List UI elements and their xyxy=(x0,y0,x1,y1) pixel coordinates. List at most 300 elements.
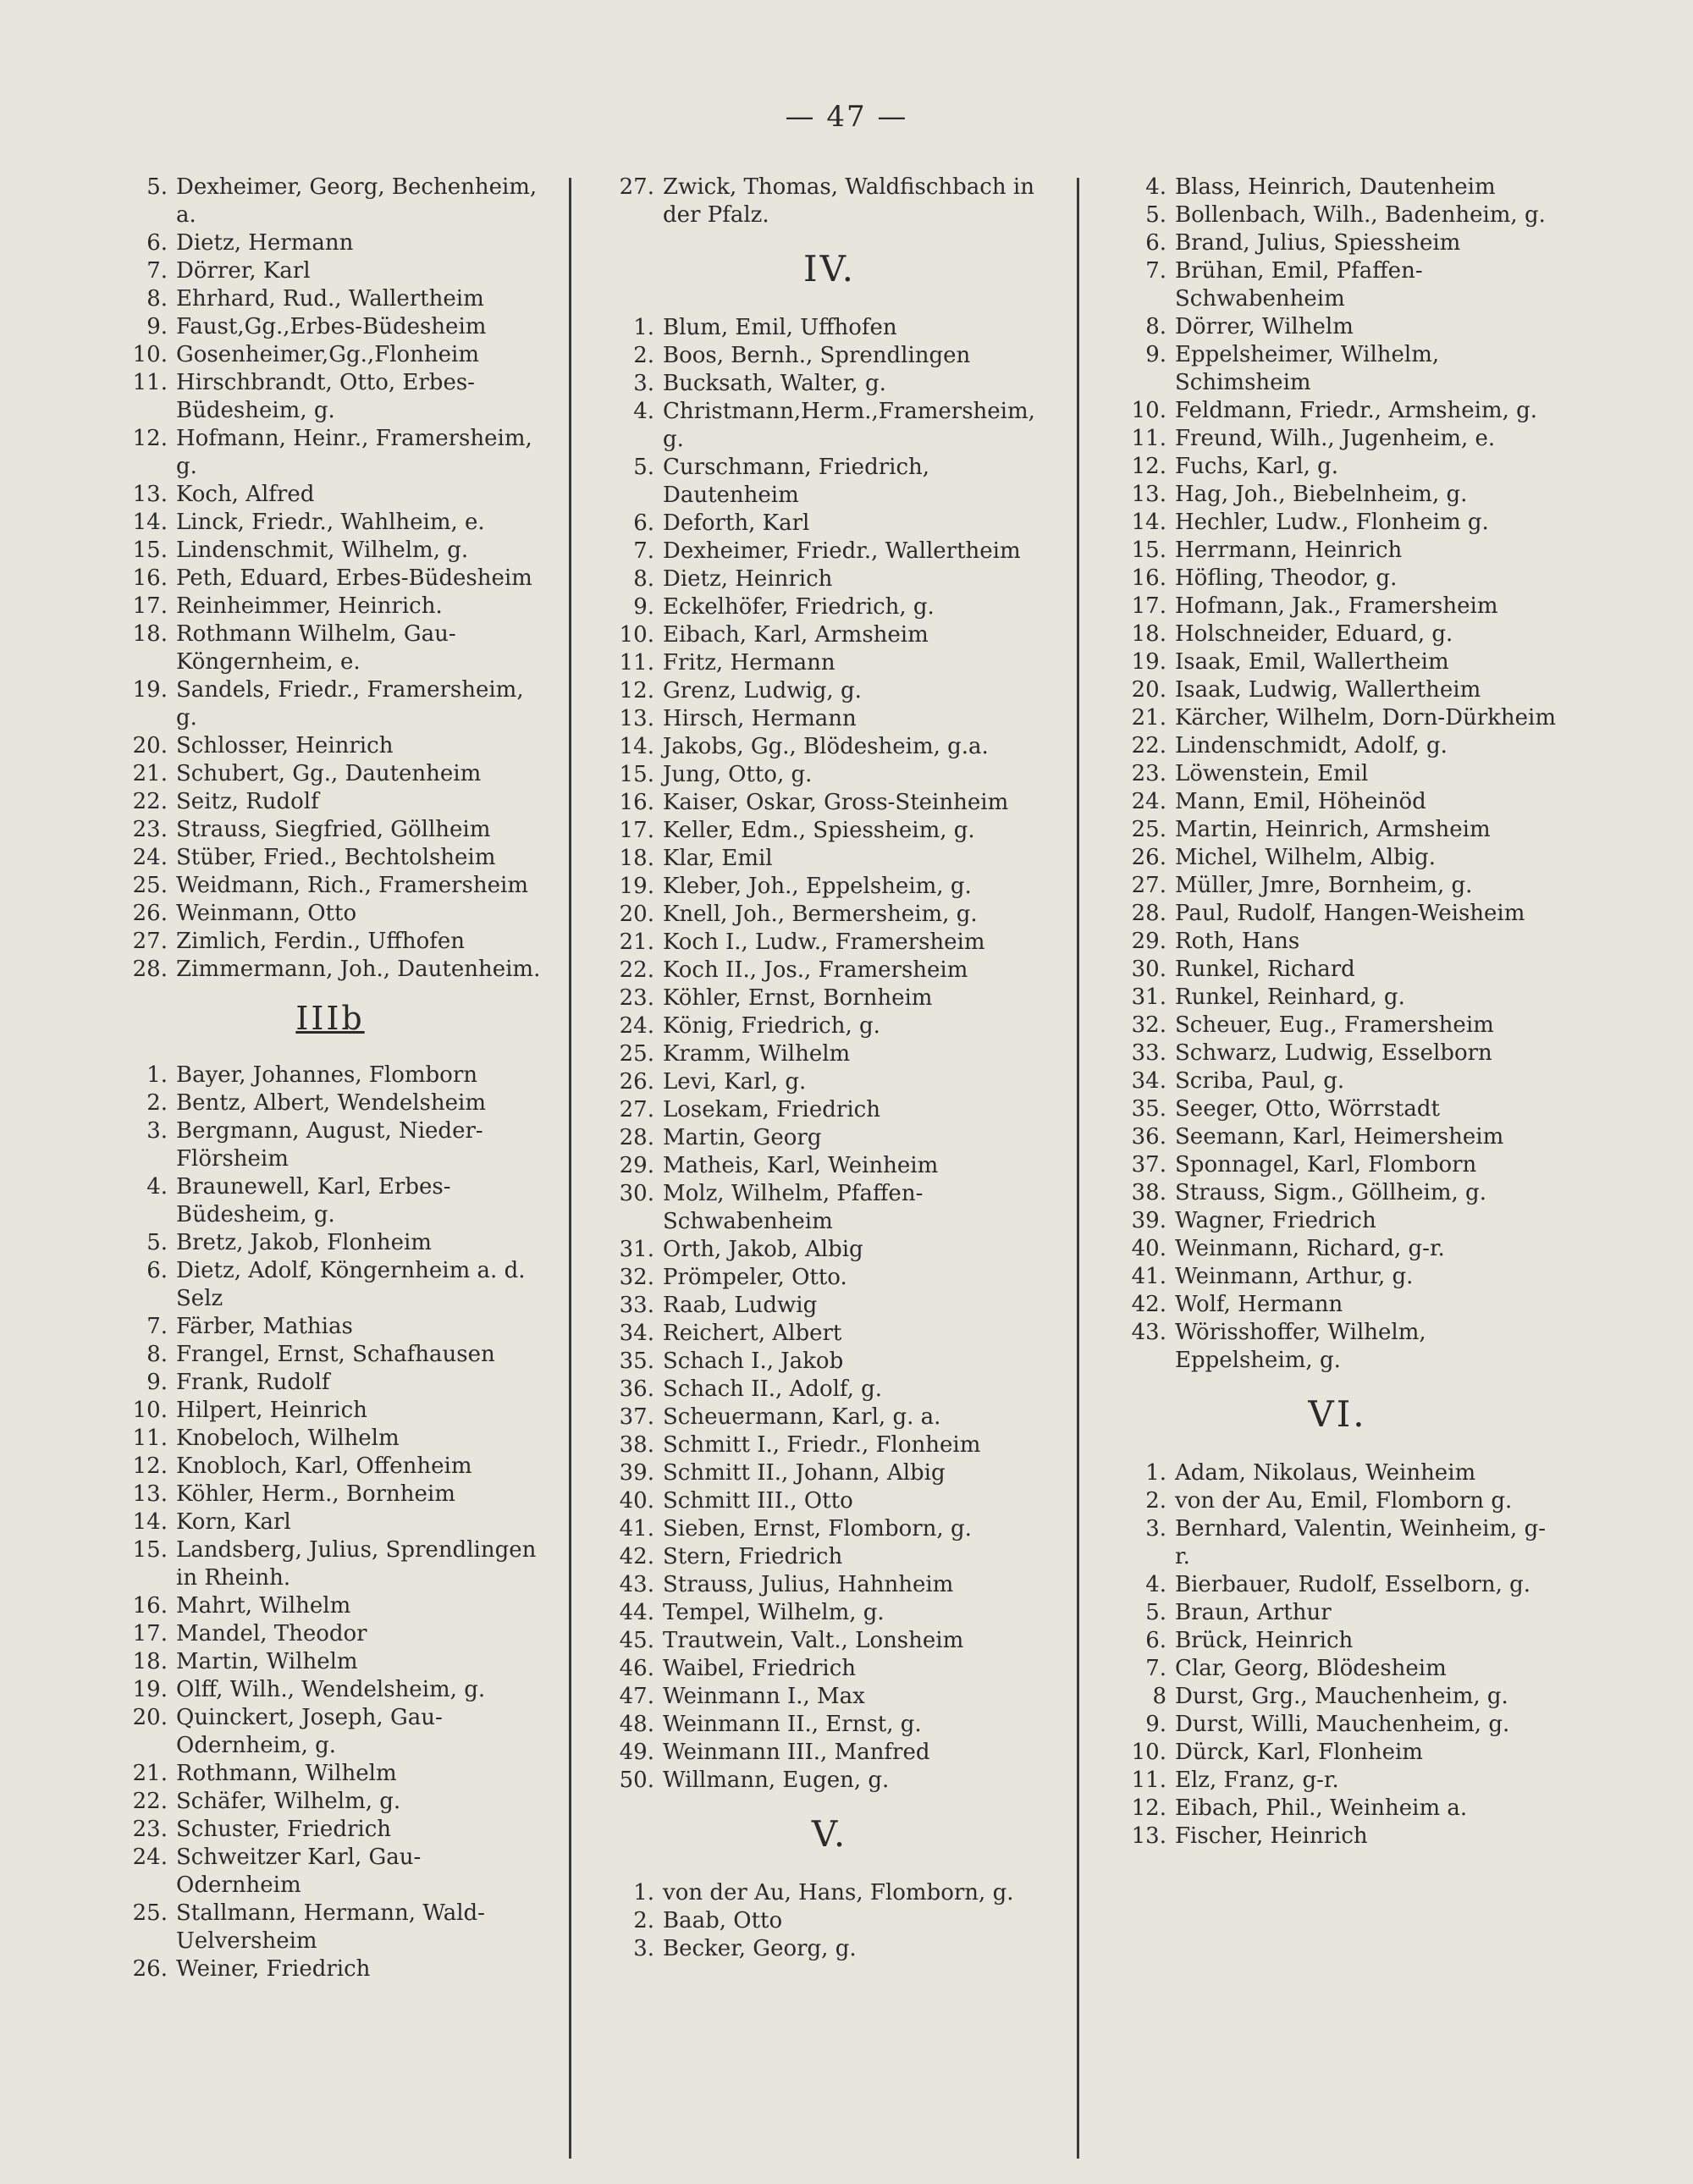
item-number: 7. xyxy=(146,1314,168,1339)
list-item xyxy=(119,1341,542,1369)
item-number: 42. xyxy=(619,1544,654,1569)
item-name: Durst, Grg., Mauchenheim, g. xyxy=(1175,1684,1508,1709)
item-number: 27. xyxy=(619,174,654,200)
item-name: Seemann, Karl, Heimersheim xyxy=(1175,1124,1504,1150)
item-name: Molz, Wilhelm, Pfaffen-Schwabenheim xyxy=(663,1181,924,1234)
item-number: 45. xyxy=(619,1628,654,1653)
item-name: Strauss, Siegfried, Göllheim xyxy=(176,817,491,842)
item-number: 42. xyxy=(1131,1292,1166,1317)
item-number: 23. xyxy=(1131,761,1166,786)
list-item xyxy=(1117,1795,1558,1823)
list-item xyxy=(1117,1319,1558,1375)
item-name: Martin, Georg xyxy=(663,1125,822,1150)
item-number: 41. xyxy=(619,1516,654,1541)
list-item xyxy=(1117,397,1558,425)
list-item xyxy=(605,1180,1054,1236)
list-item xyxy=(1117,648,1558,676)
item-name: Eibach, Phil., Weinheim a. xyxy=(1175,1795,1468,1821)
item-number: 25. xyxy=(132,1900,168,1926)
item-number: 47. xyxy=(619,1684,654,1709)
item-name: Dörrer, Karl xyxy=(176,258,311,284)
item-number: 11. xyxy=(1131,426,1166,451)
item-number: 22. xyxy=(1131,733,1166,758)
item-number: 26. xyxy=(1131,845,1166,870)
list-item xyxy=(119,1229,542,1257)
item-name: Herrmann, Heinrich xyxy=(1175,538,1403,563)
item-name: Weinmann II., Ernst, g. xyxy=(663,1712,922,1737)
list-item xyxy=(605,845,1054,873)
item-name: Scriba, Paul, g. xyxy=(1175,1068,1345,1094)
item-name: Brück, Heinrich xyxy=(1175,1628,1354,1653)
item-number: 24. xyxy=(619,1013,654,1039)
item-number: 14. xyxy=(1131,510,1166,535)
item-name: Bierbauer, Rudolf, Esselborn, g. xyxy=(1175,1572,1531,1597)
list-item xyxy=(605,1040,1054,1068)
item-number: 16. xyxy=(132,1593,168,1619)
list-item xyxy=(1117,1739,1558,1767)
item-name: Brand, Julius, Spiessheim xyxy=(1175,230,1461,256)
item-number: 33. xyxy=(1131,1040,1166,1066)
item-name: Mann, Emil, Höheinöd xyxy=(1175,789,1426,814)
item-name: Braun, Arthur xyxy=(1175,1600,1332,1625)
item-name: Weinmann, Otto xyxy=(176,901,357,926)
list-item xyxy=(1117,1767,1558,1795)
item-name: von der Au, Emil, Flomborn g. xyxy=(1175,1488,1513,1514)
list-item xyxy=(1117,984,1558,1012)
list-item xyxy=(1117,788,1558,816)
item-name: Keller, Edm., Spiessheim, g. xyxy=(663,818,975,843)
item-name: Müller, Jmre, Bornheim, g. xyxy=(1175,873,1473,898)
item-name: Stallmann, Hermann, Wald-Uelversheim xyxy=(176,1900,485,1954)
item-number: 4. xyxy=(633,399,654,424)
list-item xyxy=(119,1536,542,1592)
list-item xyxy=(1117,509,1558,537)
item-name: Tempel, Wilhelm, g. xyxy=(663,1600,885,1625)
item-name: Reinheimmer, Heinrich. xyxy=(176,593,443,619)
item-number: 38. xyxy=(1131,1180,1166,1205)
item-name: Dürck, Karl, Flonheim xyxy=(1175,1740,1423,1765)
item-number: 13. xyxy=(1131,1823,1166,1849)
item-name: Wörisshoffer, Wilhelm, Eppelsheim, g. xyxy=(1175,1320,1426,1373)
item-number: 24. xyxy=(132,845,168,870)
item-name: Köhler, Herm., Bornheim xyxy=(176,1481,455,1507)
item-number: 20. xyxy=(619,902,654,927)
list-item xyxy=(605,957,1054,984)
item-number: 17. xyxy=(619,818,654,843)
item-number: 12. xyxy=(132,426,168,451)
list-item xyxy=(605,1152,1054,1180)
item-name: Kleber, Joh., Eppelsheim, g. xyxy=(663,874,972,899)
list-item xyxy=(605,1431,1054,1459)
list-item xyxy=(1117,1123,1558,1151)
item-number: 24. xyxy=(1131,789,1166,814)
item-number: 20. xyxy=(132,1705,168,1730)
item-number: 4. xyxy=(1145,174,1166,200)
list-item xyxy=(605,1404,1054,1431)
item-name: Christmann,Herm.,Framersheim, g. xyxy=(663,399,1035,452)
list-item xyxy=(1117,872,1558,900)
item-name: Schubert, Gg., Dautenheim xyxy=(176,761,482,786)
list-item xyxy=(119,1760,542,1788)
item-number: 27. xyxy=(132,929,168,954)
list-item xyxy=(605,1543,1054,1571)
item-number: 25. xyxy=(1131,817,1166,842)
item-number: 12. xyxy=(1131,1795,1166,1821)
item-name: Martin, Wilhelm xyxy=(176,1649,358,1674)
class-heading: VI. xyxy=(1308,1393,1367,1435)
item-number: 35. xyxy=(619,1348,654,1374)
list-item xyxy=(605,510,1054,538)
list-item xyxy=(605,1935,1054,1963)
list-item xyxy=(605,761,1054,789)
item-name: Scheuer, Eug., Framersheim xyxy=(1175,1012,1494,1038)
item-name: Schwarz, Ludwig, Esselborn xyxy=(1175,1040,1492,1066)
item-number: 49. xyxy=(619,1740,654,1765)
item-number: 31. xyxy=(1131,984,1166,1010)
item-name: Löwenstein, Emil xyxy=(1175,761,1369,786)
list-item xyxy=(119,1369,542,1397)
list-item xyxy=(605,565,1054,593)
item-number: 17. xyxy=(132,593,168,619)
item-name: Dietz, Hermann xyxy=(176,230,354,256)
list-item xyxy=(605,1571,1054,1599)
item-number: 6. xyxy=(146,230,168,256)
item-number: 21. xyxy=(132,1761,168,1786)
item-number: 43. xyxy=(619,1572,654,1597)
item-name: Adam, Nikolaus, Weinheim xyxy=(1175,1460,1476,1486)
item-number: 22. xyxy=(132,789,168,814)
item-number: 19. xyxy=(1131,649,1166,675)
item-name: Zwick, Thomas, Waldfischbach in der Pfalz. xyxy=(663,174,1034,228)
item-name: Kramm, Wilhelm xyxy=(663,1041,851,1067)
list-item xyxy=(1117,453,1558,481)
list-item xyxy=(119,676,542,732)
item-number: 12. xyxy=(619,678,654,703)
item-number: 3. xyxy=(633,371,654,396)
list-item xyxy=(605,314,1054,342)
list-item xyxy=(1117,676,1558,704)
item-number: 8 xyxy=(1152,1684,1166,1709)
list-item xyxy=(605,342,1054,370)
item-number: 20. xyxy=(1131,677,1166,703)
list-item xyxy=(1117,1012,1558,1040)
item-name: Sieben, Ernst, Flomborn, g. xyxy=(663,1516,972,1541)
item-number: 14. xyxy=(132,1509,168,1535)
list-item xyxy=(1117,1291,1558,1319)
list-item xyxy=(119,1900,542,1955)
item-name: Knell, Joh., Bermersheim, g. xyxy=(663,902,978,927)
item-number: 2. xyxy=(146,1090,168,1116)
list-item xyxy=(605,1459,1054,1487)
item-name: Michel, Wilhelm, Albig. xyxy=(1175,845,1436,870)
list-item xyxy=(605,1515,1054,1543)
item-number: 11. xyxy=(619,650,654,676)
list-item xyxy=(119,1508,542,1536)
item-number: 29. xyxy=(619,1153,654,1178)
item-number: 43. xyxy=(1131,1320,1166,1345)
item-number: 24. xyxy=(132,1845,168,1870)
item-number: 2. xyxy=(633,1908,654,1933)
item-name: Hofmann, Jak., Framersheim xyxy=(1175,593,1498,619)
list-item xyxy=(1117,704,1558,732)
list-item xyxy=(119,1089,542,1117)
item-number: 13. xyxy=(132,1481,168,1507)
list-item xyxy=(1117,174,1558,201)
item-name: Hirschbrandt, Otto, Erbes-Büdesheim, g. xyxy=(176,370,475,423)
list-item xyxy=(119,844,542,872)
item-name: Bayer, Johannes, Flomborn xyxy=(176,1062,477,1088)
item-name: Grenz, Ludwig, g. xyxy=(663,678,862,703)
item-name: Bretz, Jakob, Flonheim xyxy=(176,1230,432,1255)
item-number: 26. xyxy=(132,901,168,926)
item-number: 34. xyxy=(1131,1068,1166,1094)
list-item xyxy=(1117,816,1558,844)
item-number: 41. xyxy=(1131,1264,1166,1289)
item-number: 8. xyxy=(146,1342,168,1367)
item-number: 10. xyxy=(132,342,168,367)
list-item xyxy=(1117,341,1558,397)
list-item xyxy=(119,1704,542,1760)
item-number: 11. xyxy=(1131,1768,1166,1793)
item-name: Dietz, Adolf, Köngernheim a. d. Selz xyxy=(176,1258,526,1311)
item-number: 33. xyxy=(619,1293,654,1318)
list-item xyxy=(119,1481,542,1508)
item-name: Sandels, Friedr., Framersheim, g. xyxy=(176,677,524,731)
item-number: 15. xyxy=(132,1537,168,1563)
item-name: Zimmermann, Joh., Dautenheim. xyxy=(176,957,541,982)
item-number: 13. xyxy=(619,706,654,731)
item-name: Orth, Jakob, Albig xyxy=(663,1237,863,1262)
item-name: Koch, Alfred xyxy=(176,482,315,507)
item-number: 39. xyxy=(1131,1208,1166,1233)
list-item xyxy=(605,370,1054,398)
list-item xyxy=(119,1788,542,1816)
item-number: 35. xyxy=(1131,1096,1166,1122)
list-item xyxy=(605,621,1054,649)
item-name: Stern, Friedrich xyxy=(663,1544,843,1569)
item-number: 26. xyxy=(132,1956,168,1982)
item-name: Seeger, Otto, Wörrstadt xyxy=(1175,1096,1440,1122)
list-item xyxy=(1117,481,1558,509)
item-number: 14. xyxy=(132,510,168,535)
list-item xyxy=(119,369,542,425)
list-item xyxy=(1117,257,1558,313)
item-name: Runkel, Reinhard, g. xyxy=(1175,984,1405,1010)
list-item xyxy=(605,398,1054,454)
item-name: Strauss, Sigm., Göllheim, g. xyxy=(1175,1180,1486,1205)
item-number: 28. xyxy=(1131,901,1166,926)
column-middle xyxy=(605,174,1054,1963)
item-number: 20. xyxy=(132,733,168,758)
list-item xyxy=(119,1257,542,1313)
item-name: Mahrt, Wilhelm xyxy=(176,1593,351,1619)
item-number: 27. xyxy=(1131,873,1166,898)
item-name: Weidmann, Rich., Framersheim xyxy=(176,873,528,898)
item-name: Trautwein, Valt., Lonsheim xyxy=(663,1628,964,1653)
item-name: Gosenheimer,Gg.,Flonheim xyxy=(176,342,480,367)
list-item xyxy=(605,649,1054,677)
item-name: Isaak, Emil, Wallertheim xyxy=(1175,649,1449,675)
item-number: 19. xyxy=(132,1677,168,1702)
item-name: Schuster, Friedrich xyxy=(176,1817,392,1842)
list-item xyxy=(605,1655,1054,1683)
list-item xyxy=(119,229,542,257)
list-item xyxy=(1117,1515,1558,1571)
item-number: 21. xyxy=(132,761,168,786)
item-number: 17. xyxy=(132,1621,168,1646)
item-name: Eppelsheimer, Wilhelm, Schimsheim xyxy=(1175,342,1440,395)
list-item xyxy=(119,1313,542,1341)
list-item xyxy=(119,565,542,593)
item-name: Schäfer, Wilhelm, g. xyxy=(176,1789,401,1814)
item-number: 8. xyxy=(146,286,168,312)
item-number: 1. xyxy=(1145,1460,1166,1486)
item-name: Deforth, Karl xyxy=(663,510,810,536)
item-number: 23. xyxy=(132,1817,168,1842)
list-item xyxy=(1117,620,1558,648)
list-item xyxy=(1117,229,1558,257)
list-item xyxy=(119,816,542,844)
item-number: 15. xyxy=(1131,538,1166,563)
item-name: Schmitt I., Friedr., Flonheim xyxy=(663,1432,981,1458)
item-name: Bentz, Albert, Wendelsheim xyxy=(176,1090,486,1116)
item-number: 31. xyxy=(619,1237,654,1262)
item-number: 1. xyxy=(146,1062,168,1088)
item-name: Fuchs, Karl, g. xyxy=(1175,454,1339,479)
item-number: 37. xyxy=(1131,1152,1166,1177)
item-name: Olff, Wilh., Wendelsheim, g. xyxy=(176,1677,486,1702)
list-item xyxy=(1117,1067,1558,1095)
list-item xyxy=(605,1068,1054,1096)
list-item xyxy=(605,873,1054,901)
item-name: Blass, Heinrich, Dautenheim xyxy=(1175,174,1496,200)
column-divider xyxy=(1077,178,1079,2159)
item-name: Fischer, Heinrich xyxy=(1175,1823,1368,1849)
item-name: Ehrhard, Rud., Wallertheim xyxy=(176,286,484,312)
item-name: Waibel, Friedrich xyxy=(663,1656,857,1681)
item-number: 21. xyxy=(619,929,654,955)
list-item xyxy=(605,1376,1054,1404)
item-name: Eibach, Karl, Armsheim xyxy=(663,622,929,648)
item-number: 2. xyxy=(1145,1488,1166,1514)
item-number: 16. xyxy=(1131,565,1166,591)
item-name: Jung, Otto, g. xyxy=(663,762,813,787)
item-name: Blum, Emil, Uffhofen xyxy=(663,315,897,340)
item-name: Prömpeler, Otto. xyxy=(663,1265,847,1290)
item-name: Jakobs, Gg., Blödesheim, g.a. xyxy=(663,734,989,759)
item-name: Durst, Willi, Mauchenheim, g. xyxy=(1175,1712,1510,1737)
item-name: Fritz, Hermann xyxy=(663,650,835,676)
list-item xyxy=(605,705,1054,733)
item-name: Weinmann, Arthur, g. xyxy=(1175,1264,1414,1289)
list-item xyxy=(119,481,542,509)
list-item xyxy=(605,1683,1054,1711)
list-item xyxy=(119,788,542,816)
list-item xyxy=(605,1292,1054,1320)
item-number: 12. xyxy=(132,1453,168,1479)
list-item xyxy=(119,620,542,676)
list-item xyxy=(1117,1095,1558,1123)
item-name: Dexheimer, Georg, Bechenheim, a. xyxy=(176,174,538,228)
item-name: Korn, Karl xyxy=(176,1509,291,1535)
class-heading: IIIb xyxy=(295,1000,365,1037)
item-name: Raab, Ludwig xyxy=(663,1293,818,1318)
list-item xyxy=(119,1173,542,1229)
item-name: Kaiser, Oskar, Gross-Steinheim xyxy=(663,790,1009,815)
item-number: 27. xyxy=(619,1097,654,1122)
item-number: 28. xyxy=(132,957,168,982)
list-item xyxy=(1117,565,1558,593)
list-item xyxy=(119,257,542,285)
list-item xyxy=(119,425,542,481)
list-item xyxy=(1117,1459,1558,1487)
item-number: 11. xyxy=(132,370,168,395)
item-number: 29. xyxy=(1131,929,1166,954)
item-name: Losekam, Friedrich xyxy=(663,1097,880,1122)
item-name: Isaak, Ludwig, Wallertheim xyxy=(1175,677,1481,703)
list-item xyxy=(605,1320,1054,1348)
list-item xyxy=(1117,1627,1558,1655)
list-item xyxy=(605,1348,1054,1376)
list-item xyxy=(119,1648,542,1676)
item-name: Lindenschmit, Wilhelm, g. xyxy=(176,538,469,563)
list-item xyxy=(1117,1655,1558,1683)
list-item xyxy=(119,732,542,760)
list-item xyxy=(1117,1263,1558,1291)
item-number: 7. xyxy=(1145,258,1166,284)
list-item xyxy=(1117,1823,1558,1850)
list-item xyxy=(605,1012,1054,1040)
item-name: Bergmann, August, Nieder-Flörsheim xyxy=(176,1118,483,1172)
item-number: 18. xyxy=(1131,621,1166,647)
list-item xyxy=(605,817,1054,845)
list-item xyxy=(1117,593,1558,620)
list-item xyxy=(1117,201,1558,229)
item-number: 3. xyxy=(146,1118,168,1144)
item-name: König, Friedrich, g. xyxy=(663,1013,880,1039)
item-name: Koch II., Jos., Framersheim xyxy=(663,957,968,983)
item-name: Runkel, Richard xyxy=(1175,957,1355,982)
item-number: 6. xyxy=(146,1258,168,1283)
item-name: Zimlich, Ferdin., Uffhofen xyxy=(176,929,465,954)
item-number: 40. xyxy=(619,1488,654,1514)
list-item xyxy=(119,1844,542,1900)
item-number: 4. xyxy=(146,1174,168,1200)
list-item xyxy=(605,929,1054,957)
list-item xyxy=(605,1907,1054,1935)
item-number: 10. xyxy=(1131,1740,1166,1765)
list-item xyxy=(605,1124,1054,1152)
item-name: Weiner, Friedrich xyxy=(176,1956,371,1982)
list-item xyxy=(1117,1571,1558,1599)
item-number: 48. xyxy=(619,1712,654,1737)
item-number: 34. xyxy=(619,1321,654,1346)
item-number: 36. xyxy=(1131,1124,1166,1150)
item-name: Sponnagel, Karl, Flomborn xyxy=(1175,1152,1477,1177)
item-number: 30. xyxy=(1131,957,1166,982)
list-item xyxy=(1117,928,1558,956)
column-left xyxy=(119,174,542,1983)
list-item xyxy=(1117,760,1558,788)
item-number: 9. xyxy=(146,314,168,339)
item-number: 36. xyxy=(619,1376,654,1402)
item-name: Schmitt III., Otto xyxy=(663,1488,853,1514)
item-number: 46. xyxy=(619,1656,654,1681)
item-name: Willmann, Eugen, g. xyxy=(663,1768,890,1793)
item-number: 5. xyxy=(633,455,654,480)
item-name: Köhler, Ernst, Bornheim xyxy=(663,985,933,1011)
item-number: 37. xyxy=(619,1404,654,1430)
